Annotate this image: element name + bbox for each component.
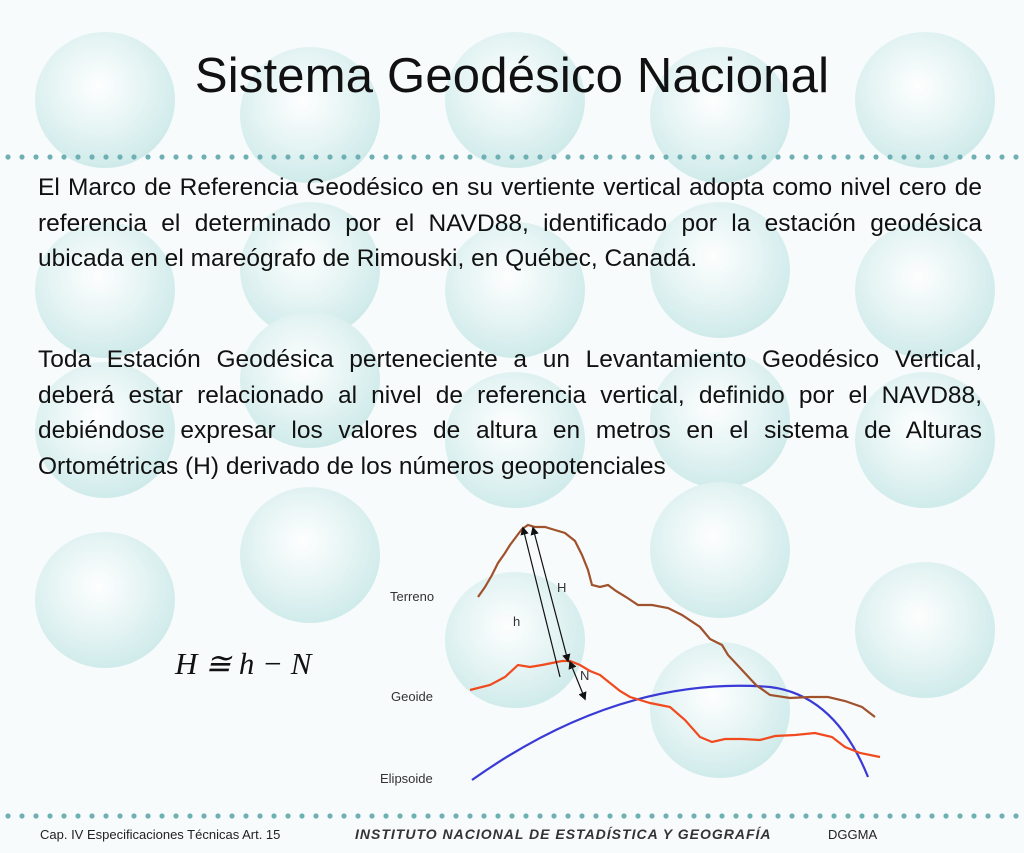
divider-dot	[103, 813, 108, 818]
divider-dot	[817, 154, 822, 159]
paragraph-navd88: El Marco de Referencia Geodésico en su vertiente vertical adopta como nivel cero de referencia el determinado por el NAVD88, identificado por la estación geodésica ubicada en el mareógrafo de Rimouski, en Québec, Canadá.	[38, 174, 982, 272]
divider-dot	[467, 154, 472, 159]
divider-dot	[929, 813, 934, 818]
divider-dot	[1013, 813, 1018, 818]
divider-dot	[775, 154, 780, 159]
divider-dot	[187, 813, 192, 818]
divider-dot	[341, 154, 346, 159]
divider-dot	[89, 813, 94, 818]
divider-dot	[481, 813, 486, 818]
H-label: H	[557, 580, 567, 595]
divider-dot	[537, 154, 542, 159]
divider-dot	[467, 813, 472, 818]
divider-dot	[243, 154, 248, 159]
divider-dot	[887, 154, 892, 159]
divider-dot	[313, 813, 318, 818]
footer-chapter-reference: Cap. IV Especificaciones Técnicas Art. 15	[40, 827, 281, 842]
divider-dot	[299, 154, 304, 159]
divider-dot	[173, 154, 178, 159]
divider-dot	[859, 813, 864, 818]
divider-dot	[691, 154, 696, 159]
divider-dot	[705, 813, 710, 818]
divider-dot	[635, 813, 640, 818]
divider-dot	[915, 154, 920, 159]
divider-dot	[369, 813, 374, 818]
divider-dot	[649, 813, 654, 818]
divider-dot	[411, 813, 416, 818]
divider-dot	[439, 813, 444, 818]
divider-dot	[523, 154, 528, 159]
divider-dot	[257, 813, 262, 818]
divider-dot	[761, 154, 766, 159]
h-label: h	[513, 614, 521, 629]
divider-dot	[33, 154, 38, 159]
divider-dot	[61, 154, 66, 159]
height-formula: H ≅ h − N	[175, 646, 312, 681]
divider-dot	[215, 154, 220, 159]
divider-dot	[383, 154, 388, 159]
divider-dot	[579, 813, 584, 818]
divider-dot	[971, 154, 976, 159]
divider-dot	[383, 813, 388, 818]
divider-dot	[985, 154, 990, 159]
divider-dot	[803, 813, 808, 818]
divider-dot	[565, 813, 570, 818]
divider-dot	[313, 154, 318, 159]
divider-dot	[845, 813, 850, 818]
divider-dot	[327, 154, 332, 159]
divider-dot	[425, 154, 430, 159]
divider-dot	[453, 813, 458, 818]
geoid-label: Geoide	[391, 689, 433, 704]
divider-dot	[733, 154, 738, 159]
paragraph-orthometric-heights: Toda Estación Geodésica perteneciente a un Levantamiento Geodésico Vertical, deberá estar relacionado al nivel de referencia vertical, definido por el NAVD88, debiéndose expresar los valores de altura en metros en el sistema de Alturas Ortométricas (H) derivado de los números geopotenciales	[38, 346, 982, 480]
divider-dot	[719, 154, 724, 159]
divider-dot	[19, 154, 24, 159]
divider-dot	[957, 813, 962, 818]
divider-dot	[789, 813, 794, 818]
divider-dot	[747, 154, 752, 159]
divider-dot	[131, 813, 136, 818]
terrain-curve	[478, 525, 875, 717]
divider-dot	[145, 813, 150, 818]
divider-dot	[271, 813, 276, 818]
divider-dot	[859, 154, 864, 159]
divider-dot	[243, 813, 248, 818]
divider-dot	[943, 154, 948, 159]
divider-dot	[453, 154, 458, 159]
divider-dot	[593, 813, 598, 818]
divider-dot	[887, 813, 892, 818]
divider-dot	[327, 813, 332, 818]
divider-dot	[369, 154, 374, 159]
divider-dot	[593, 154, 598, 159]
divider-dot	[621, 813, 626, 818]
divider-dot	[117, 813, 122, 818]
divider-dot	[635, 154, 640, 159]
divider-dot	[299, 813, 304, 818]
divider-dot	[663, 154, 668, 159]
terrain-label: Terreno	[390, 589, 435, 604]
divider-dot	[831, 154, 836, 159]
divider-dot	[341, 813, 346, 818]
footer-department: DGGMA	[828, 827, 878, 842]
divider-dot	[999, 154, 1004, 159]
divider-dot	[131, 154, 136, 159]
divider-dot	[145, 154, 150, 159]
divider-dot	[663, 813, 668, 818]
divider-dot	[355, 813, 360, 818]
divider-dot	[61, 813, 66, 818]
dotted-divider-bottom	[0, 809, 1024, 823]
divider-dot	[761, 813, 766, 818]
divider-dot	[75, 813, 80, 818]
divider-dot	[929, 154, 934, 159]
divider-dot	[985, 813, 990, 818]
divider-dot	[411, 154, 416, 159]
divider-dot	[551, 154, 556, 159]
divider-dot	[579, 154, 584, 159]
divider-dot	[957, 154, 962, 159]
divider-dot	[5, 813, 10, 818]
divider-dot	[47, 813, 52, 818]
divider-dot	[607, 813, 612, 818]
divider-dot	[971, 813, 976, 818]
divider-dot	[397, 154, 402, 159]
divider-dot	[523, 813, 528, 818]
divider-dot	[873, 813, 878, 818]
divider-dot	[621, 154, 626, 159]
divider-dot	[873, 154, 878, 159]
divider-dot	[173, 813, 178, 818]
divider-dot	[845, 154, 850, 159]
divider-dot	[733, 813, 738, 818]
divider-dot	[495, 154, 500, 159]
divider-dot	[817, 813, 822, 818]
divider-dot	[915, 813, 920, 818]
divider-dot	[201, 154, 206, 159]
divider-dot	[159, 813, 164, 818]
divider-dot	[775, 813, 780, 818]
divider-dot	[1013, 154, 1018, 159]
divider-dot	[747, 813, 752, 818]
divider-dot	[999, 813, 1004, 818]
divider-dot	[691, 813, 696, 818]
divider-dot	[677, 813, 682, 818]
N-label: N	[580, 668, 590, 683]
divider-dot	[509, 813, 514, 818]
divider-dot	[481, 154, 486, 159]
footer-institute-logo-text: INSTITUTO NACIONAL DE ESTADÍSTICA Y GEOGRAFÍA	[355, 826, 772, 842]
divider-dot	[537, 813, 542, 818]
divider-dot	[495, 813, 500, 818]
divider-dot	[901, 813, 906, 818]
divider-dot	[901, 154, 906, 159]
divider-dot	[271, 154, 276, 159]
divider-dot	[803, 154, 808, 159]
divider-dot	[285, 154, 290, 159]
divider-dot	[33, 813, 38, 818]
divider-dot	[229, 813, 234, 818]
divider-dot	[355, 154, 360, 159]
divider-dot	[565, 154, 570, 159]
divider-dot	[187, 154, 192, 159]
divider-dot	[551, 813, 556, 818]
divider-dot	[5, 154, 10, 159]
divider-dot	[831, 813, 836, 818]
divider-dot	[677, 154, 682, 159]
divider-dot	[201, 813, 206, 818]
ellipsoid-label: Elipsoide	[380, 771, 433, 786]
divider-dot	[649, 154, 654, 159]
divider-dot	[719, 813, 724, 818]
divider-dot	[425, 813, 430, 818]
divider-dot	[117, 154, 122, 159]
page-title: Sistema Geodésico Nacional	[194, 49, 830, 103]
divider-dot	[943, 813, 948, 818]
divider-dot	[257, 154, 262, 159]
divider-dot	[89, 154, 94, 159]
divider-dot	[229, 154, 234, 159]
divider-dot	[509, 154, 514, 159]
geodetic-height-diagram	[370, 515, 890, 795]
divider-dot	[159, 154, 164, 159]
divider-dot	[19, 813, 24, 818]
divider-dot	[397, 813, 402, 818]
divider-dot	[75, 154, 80, 159]
dotted-divider-top	[0, 150, 1024, 164]
divider-dot	[439, 154, 444, 159]
divider-dot	[215, 813, 220, 818]
divider-dot	[103, 154, 108, 159]
divider-dot	[789, 154, 794, 159]
divider-dot	[285, 813, 290, 818]
divider-dot	[607, 154, 612, 159]
h-arrow	[523, 528, 560, 677]
divider-dot	[705, 154, 710, 159]
divider-dot	[47, 154, 52, 159]
